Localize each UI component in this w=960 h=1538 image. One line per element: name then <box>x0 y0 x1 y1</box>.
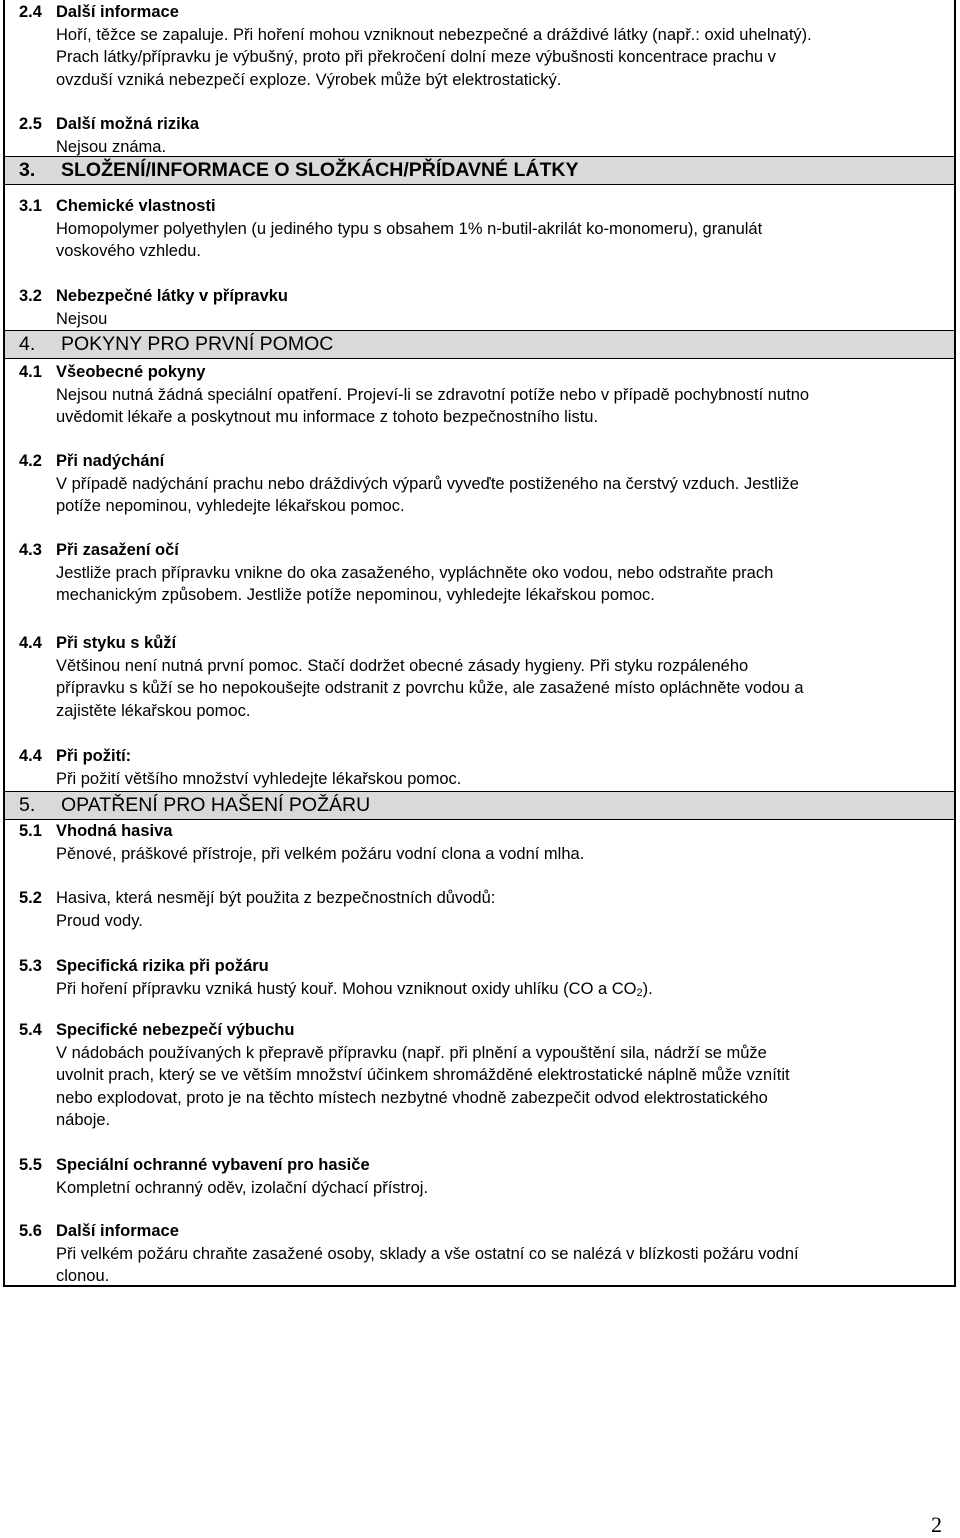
paragraph-line: Nejsou známa. <box>56 137 167 156</box>
subsection-title: 4.2 Při nadýchání <box>19 452 165 470</box>
paragraph-line: Proud vody. <box>56 911 143 930</box>
paragraph-line: uvědomit lékaře a poskytnout mu informace z tohoto bezpečnostního listu. <box>56 408 599 426</box>
paragraph-line: náboje. <box>56 1111 111 1129</box>
paragraph-line: přípravku s kůží se ho nepokoušejte odstranit z povrchu kůže, ale zasažené místo opláchněte vodou a <box>56 679 804 697</box>
paragraph-line: V případě nadýchání prachu nebo dráždivých výparů vyveďte postiženého na čerstvý vzduch. Jestliže <box>56 474 799 493</box>
section-2-5 <box>19 113 952 158</box>
paragraph-line: voskového vzhledu. <box>56 242 201 260</box>
paragraph-line: Většinou není nutná první pomoc. Stačí dodržet obecné zásady hygieny. Při styku rozpáleného <box>56 656 749 675</box>
section-5-6 <box>19 1220 952 1288</box>
paragraph-line: Při hoření přípravku vzniká hustý kouř. Mohou vzniknout oxidy uhlíku (CO a $CO_2$). <box>56 979 653 999</box>
subsection-title: 5.1 Vhodná hasiva <box>19 822 173 840</box>
subsection-title: 5.4 Specifické nebezpečí výbuchu <box>19 1021 295 1039</box>
paragraph-line: mechanickým způsobem. Jestliže potíže nepominou, vyhledejte lékařskou pomoc. <box>56 586 655 604</box>
section-5-4 <box>19 1019 952 1132</box>
subsection-title: 4.1 Všeobecné pokyny <box>19 363 206 381</box>
section-4-4-skin <box>19 632 952 722</box>
paragraph-line: Při požití většího množství vyhledejte lékařskou pomoc. <box>56 769 462 788</box>
paragraph-line: clonou. <box>56 1267 110 1285</box>
subsection-title: 2.5 Další možná rizika <box>19 115 200 133</box>
paragraph-line: Hoří, těžce se zapaluje. Při hoření mohou vzniknout nebezpečné a dráždivé látky (např.: oxid uhelnatý). <box>56 25 812 44</box>
section-header-4: 4. POKYNY PRO PRVNÍ POMOC <box>5 330 954 359</box>
section-3-1 <box>19 195 952 263</box>
subsection-title: 5.6 Další informace <box>19 1222 179 1240</box>
section-5-3 <box>19 955 952 1004</box>
section-3-2 <box>19 285 952 330</box>
subsection-title: 3.2 Nebezpečné látky v přípravku <box>19 287 289 305</box>
subsection-title: 5.5 Speciální ochranné vybavení pro hasiče <box>19 1156 370 1174</box>
section-4-4-ingestion <box>19 745 952 790</box>
paragraph-line: Kompletní ochranný oděv, izolační dýchací přístroj. <box>56 1178 429 1197</box>
paragraph-line: Nejsou <box>56 309 108 328</box>
document-frame <box>3 0 956 1287</box>
paragraph-line: Prach látky/přípravku je výbušný, proto při překročení dolní meze výbušnosti koncentrace prachu v <box>56 48 776 66</box>
section-4-1 <box>19 361 952 429</box>
paragraph-line: Pěnové, práškové přístroje, při velkém požáru vodní clona a vodní mlha. <box>56 844 585 863</box>
section-header-3: 3. SLOŽENÍ/INFORMACE O SLOŽKÁCH/PŘÍDAVNÉ LÁTKY <box>5 156 954 185</box>
paragraph-line: zajistěte lékařskou pomoc. <box>56 701 251 720</box>
section-2-4 <box>19 1 952 91</box>
paragraph-line: uvolnit prach, který se ve větším množství účinkem shromážděné elektrostatické náplně může vznítit <box>56 1066 790 1084</box>
section-4-2 <box>19 450 952 518</box>
section-header-5: 5. OPATŘENÍ PRO HAŠENÍ POŽÁRU <box>5 791 954 820</box>
section-5-2 <box>19 887 952 932</box>
paragraph-line: Při velkém požáru chraňte zasažené osoby, sklady a vše ostatní co se nalézá v blízkosti požáru vodní <box>56 1244 799 1263</box>
paragraph-line: potíže nepominou, vyhledejte lékařskou pomoc. <box>56 497 405 515</box>
subsection-title: 5.2 Hasiva, která nesmějí být použita z bezpečnostních důvodů: <box>19 889 496 907</box>
paragraph-line: Homopolymer polyethylen (u jediného typu s obsahem 1% n-butil-akrilát ko-monomeru), granulát <box>56 219 763 238</box>
paragraph-line: V nádobách používaných k přepravě přípravku (např. při plnění a vypouštění sila, nádrží se může <box>56 1043 767 1062</box>
subsection-title: 4.4 Při požití: <box>19 747 132 765</box>
subsection-title: 4.4 Při styku s kůží <box>19 634 177 652</box>
section-5-5 <box>19 1154 952 1199</box>
paragraph-line: Jestliže prach přípravku vnikne do oka zasaženého, vypláchněte oko vodou, nebo odstraňte prach <box>56 563 774 582</box>
paragraph-line: ovzduší vzniká nebezpečí exploze. Výrobek může být elektrostatický. <box>56 70 562 89</box>
section-4-3 <box>19 539 952 607</box>
subsection-title: 4.3 Při zasažení očí <box>19 541 179 559</box>
paragraph-line: Nejsou nutná žádná speciální opatření. Projeví-li se zdravotní potíže nebo v případě pochybností nutno <box>56 385 810 404</box>
page-number: 2 <box>931 1512 942 1537</box>
subsection-title: 5.3 Specifická rizika při požáru <box>19 957 269 975</box>
subsection-title: 2.4 Další informace <box>19 3 179 21</box>
subsection-title: 3.1 Chemické vlastnosti <box>19 197 216 215</box>
paragraph-line: nebo explodovat, proto je na těchto místech nezbytné vhodně zabezpečit odvod elektrostatického <box>56 1088 768 1107</box>
section-5-1 <box>19 820 952 865</box>
